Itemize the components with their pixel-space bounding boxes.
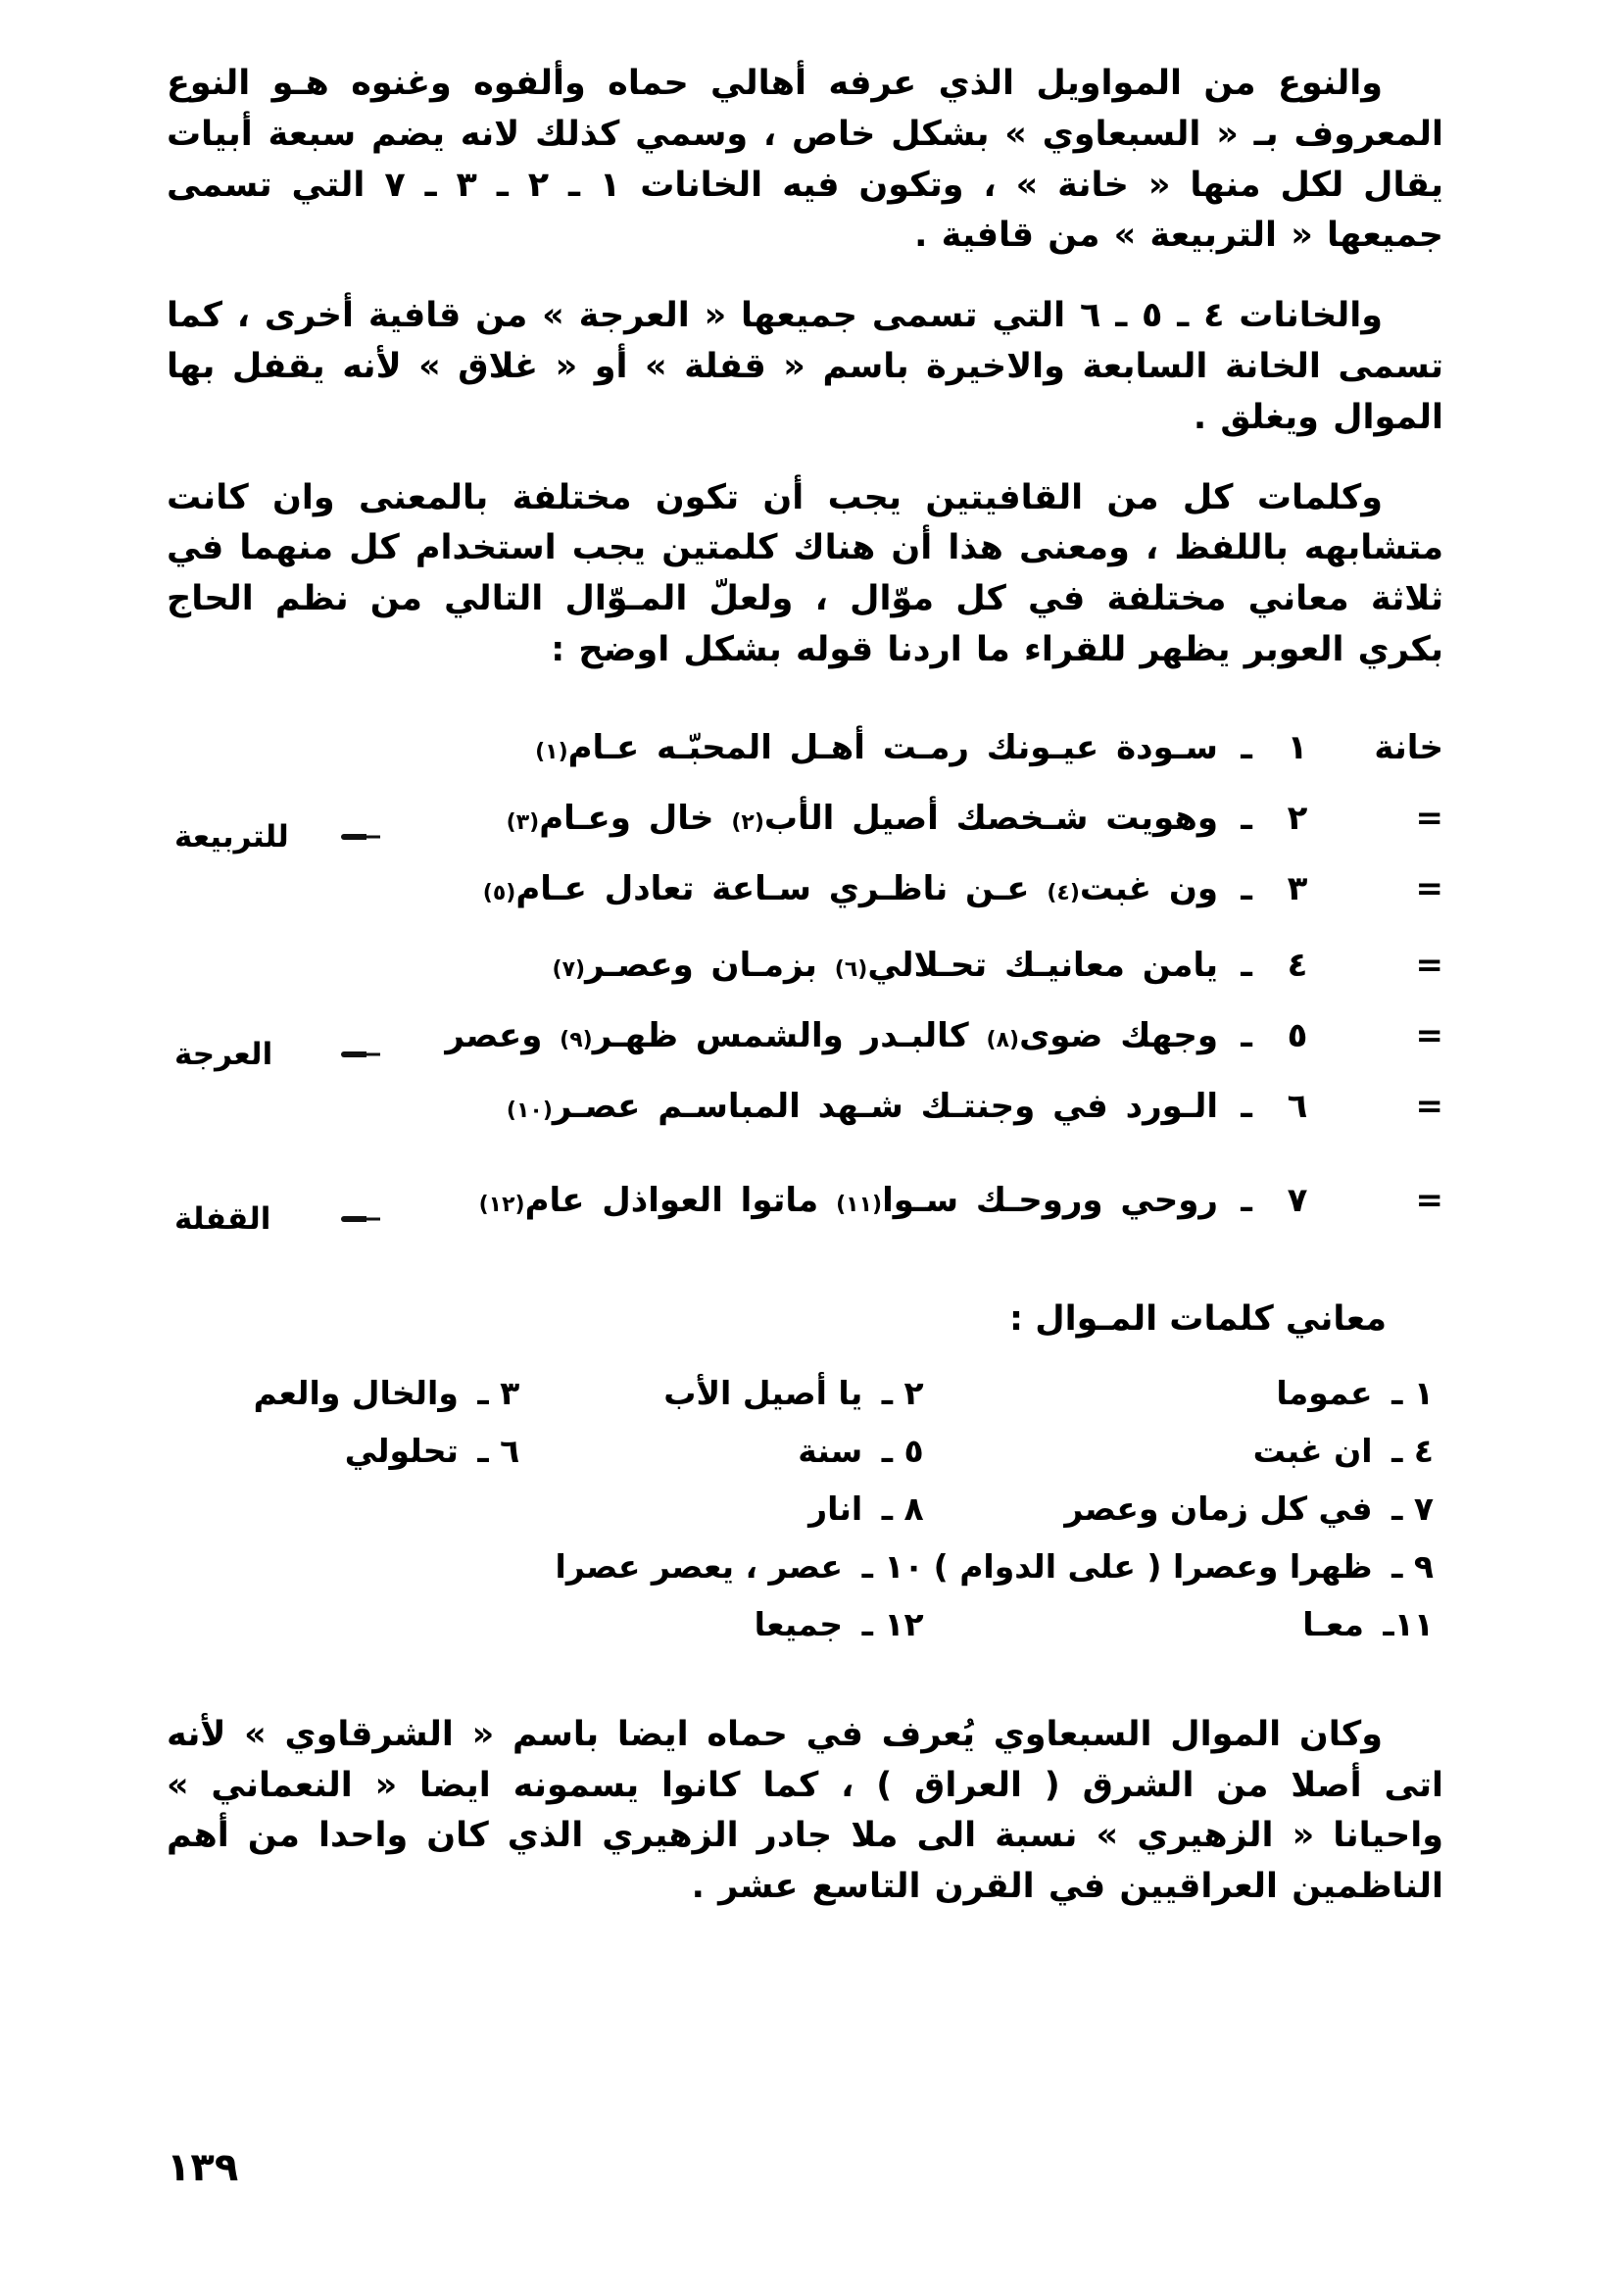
glossary-item-number: ٨ (903, 1489, 924, 1528)
poem-group-tarbia (167, 727, 1443, 943)
poem-line-number: ٤ (1287, 945, 1308, 985)
glossary-cell (934, 1364, 1443, 1422)
poem-group-lines (380, 727, 1443, 943)
poem-group-label: العرجة (174, 1036, 273, 1072)
poem-line-text: وهويت شـخصك أصيل الأب(٢) خال وعـام(٣) (506, 798, 1218, 838)
poem-line-ref: (٣) (506, 809, 540, 835)
glossary-item-number: ١١ـ (1383, 1604, 1434, 1643)
curly-brace-icon (341, 1051, 366, 1057)
poem-line-text: يامن معانيـك تحـلالي(٦) بزمـان وعصـر(٧) (552, 945, 1218, 985)
glossary-item-number: ٣ (500, 1373, 520, 1412)
poem-line-ref: (١٢) (478, 1192, 525, 1217)
glossary-item-dash: ـ (477, 1373, 489, 1412)
glossary-item-value: ظهرا وعصرا ( على الدوام ) (933, 1546, 1373, 1586)
glossary-cell (167, 1364, 529, 1422)
glossary-item-value: انار (808, 1489, 863, 1528)
glossary-item-value: تحلولي (344, 1431, 459, 1470)
glossary-cell (934, 1595, 1443, 1653)
poem-line (380, 798, 1443, 872)
glossary-item-value: يا أصيل الأب (663, 1373, 863, 1412)
poem-line-text: روحي وروحـك سـوا(١١) ماتوا العواذل عام(١٢) (478, 1180, 1218, 1220)
poem-line-ref: (١٠) (506, 1098, 553, 1123)
poem-line-dash: ـ (1241, 945, 1252, 985)
poem-line-ref: (١) (535, 739, 568, 764)
poem-khana-label: خانة (1374, 727, 1443, 767)
glossary-item-number: ٢ (903, 1373, 924, 1412)
glossary-cell (529, 1595, 933, 1653)
poem-group-lines (380, 945, 1443, 1160)
poem-line-number: ٢ (1287, 798, 1308, 838)
glossary-item-dash: ـ (881, 1489, 893, 1528)
poem-line-dash: ـ (1241, 1015, 1252, 1055)
glossary-item-value: سنة (798, 1431, 863, 1470)
poem-line-dash: ـ (1241, 727, 1252, 767)
poem-line-text: الـورد في وجنتـك شـهد المباسـم عصـر(١٠) (506, 1086, 1218, 1126)
poem-line-ref: (٦) (834, 956, 868, 982)
glossary-cell (529, 1480, 933, 1538)
poem-block (167, 727, 1443, 1254)
poem-group-brace-wrap (167, 1184, 380, 1254)
glossary-item-number (519, 1490, 529, 1528)
poem-group-brace-wrap (167, 731, 380, 943)
poem-line-number: ١ (1287, 727, 1308, 767)
poem-line (380, 868, 1443, 943)
glossary-cell (934, 1480, 1443, 1538)
poem-line-dash: ـ (1241, 798, 1252, 838)
poem-line-number: ٦ (1287, 1086, 1308, 1126)
glossary-cell (934, 1422, 1443, 1480)
poem-line-number: ٣ (1287, 868, 1308, 908)
glossary-item-number: ٦ (500, 1431, 520, 1470)
glossary-title: معاني كلمات المـوال : (1009, 1298, 1387, 1339)
curly-brace-icon (341, 834, 366, 840)
glossary-item-dash: ـ (1391, 1546, 1403, 1586)
glossary-item-dash: ـ (1391, 1489, 1403, 1528)
poem-line-ref: (٧) (552, 956, 586, 982)
glossary-cell (167, 1480, 529, 1538)
poem-line-text: وجهك ضوى(٨) كالبـدر والشمس ظهـر(٩) وعصر (445, 1015, 1218, 1055)
poem-khana-label: = (1415, 1086, 1443, 1126)
poem-line-dash: ـ (1241, 1180, 1252, 1220)
poem-line-ref: (٨) (986, 1027, 1020, 1052)
poem-line (380, 1180, 1443, 1254)
glossary-item-number: ٩ (1413, 1546, 1434, 1586)
page-content (167, 59, 1443, 1942)
poem-line (380, 945, 1443, 1019)
glossary-item-dash: ـ (861, 1546, 873, 1586)
poem-line-ref: (٩) (560, 1027, 593, 1052)
poem-line-text: ون غبت(٤) عـن ناظـري سـاعة تعادل عـام(٥) (482, 868, 1218, 908)
glossary-item-number: ٥ (903, 1431, 924, 1470)
poem-khana-label: = (1415, 945, 1443, 985)
glossary-item-value: ان غبت (1252, 1431, 1373, 1470)
poem-line (380, 727, 1443, 802)
glossary-item-number: ٤ (1413, 1431, 1434, 1470)
curly-brace-icon (341, 1216, 366, 1222)
poem-line (380, 1086, 1443, 1160)
glossary-item-number: ١٠ (884, 1546, 924, 1586)
glossary-cell (529, 1364, 933, 1422)
glossary-item-dash: ـ (881, 1431, 893, 1470)
paragraph-2: والخانات ٤ ـ ٥ ـ ٦ التي تسمى جميعها « العرجة » من قافية أخرى ، كما تسمى الخانة السابعة والاخيرة باسم « قفلة » أو « غلاق » لأنه يقفل بها الموال ويغلق . (167, 296, 1443, 437)
poem-group-qufla (167, 1180, 1443, 1254)
poem-line-ref: (٢) (731, 809, 764, 835)
poem-line-number: ٧ (1287, 1180, 1308, 1220)
poem-group-label: القفلة (174, 1200, 271, 1237)
glossary-item-number: ١٢ (884, 1604, 924, 1643)
table-row (167, 1364, 1443, 1422)
glossary-item-dash: ـ (1391, 1431, 1403, 1470)
glossary-cell (167, 1422, 529, 1480)
glossary-item-value: والخال والعم (253, 1373, 459, 1412)
poem-group-label: للتربيعة (174, 818, 289, 855)
poem-line-ref: (٤) (1047, 880, 1080, 905)
poem-group-arja (167, 945, 1443, 1160)
poem-line-ref: (٥) (482, 880, 516, 905)
glossary-cell (167, 1538, 529, 1595)
glossary-table (167, 1364, 1443, 1653)
glossary-item-number (519, 1547, 529, 1586)
table-row (167, 1480, 1443, 1538)
glossary-item-number: ٧ (1413, 1489, 1434, 1528)
glossary-item-value: معـا (1302, 1604, 1364, 1643)
poem-line-dash: ـ (1241, 1086, 1252, 1126)
poem-line-ref: (١١) (836, 1192, 883, 1217)
paragraph-1: والنوع من المواويل الذي عرفه أهالي حماه وألفوه وغنوه هـو النوع المعروف بـ « السبعاوي » بشكل خاص ، وسمي كذلك لانه يضم سبعة أبيات يقال لكل منها « خانة » ، وتكون فيه الخانات ١ ـ ٢ ـ ٣ ـ ٧ التي تسمى جميعها « التربيعة » من قافية . (167, 64, 1443, 256)
poem-line (380, 1015, 1443, 1090)
poem-khana-label: = (1415, 1180, 1443, 1220)
poem-line-dash: ـ (1241, 868, 1252, 908)
paragraph-4: وكان الموال السبعاوي يُعرف في حماه ايضا باسم « الشرقاوي » لأنه اتى أصلا من الشرق ( العراق ) ، كما كانوا يسمونه ايضا « النعماني » واحيانا « الزهيري » نسبة الى ملا جادر الزهيري الذي كان واحدا من أهم الناظمين العراقيين في القرن التاسع عشر . (167, 1714, 1443, 1907)
poem-line-number: ٥ (1287, 1015, 1308, 1055)
glossary-item-dash: ـ (881, 1373, 893, 1412)
poem-line-text: سـودة عيـونك رمـت أهـل المحبّـه عـام(١) (535, 727, 1218, 767)
poem-group-brace-wrap (167, 949, 380, 1160)
poem-khana-label: = (1415, 868, 1443, 908)
glossary-item-dash: ـ (477, 1431, 489, 1470)
glossary-cell (529, 1422, 933, 1480)
glossary-item-number (519, 1605, 529, 1643)
glossary-item-dash: ـ (861, 1604, 873, 1643)
glossary-item-value: في كل زمان وعصر (1064, 1489, 1373, 1528)
poem-khana-label: = (1415, 1015, 1443, 1055)
glossary-item-value: عصر ، يعصر عصرا (555, 1546, 844, 1586)
glossary-item-dash: ـ (1391, 1373, 1403, 1412)
glossary-item-value: عموما (1276, 1373, 1373, 1412)
table-row (167, 1538, 1443, 1595)
paragraph-3: وكلمات كل من القافيتين يجب أن تكون مختلفة بالمعنى وان كانت متشابهه باللفظ ، ومعنى هذا أن هناك كلمتين يجب استخدام كل منهما في ثلاثة معاني مختلفة في كل موّال ، ولعلّ المـوّال التالي من نظم الحاج بكري العوبر يظهر للقراء ما اردنا قوله بشكل اوضح : (167, 477, 1443, 669)
glossary-item-number: ١ (1413, 1373, 1434, 1412)
glossary-cell (167, 1595, 529, 1653)
table-row (167, 1595, 1443, 1653)
glossary-item-value: جميعا (754, 1604, 844, 1643)
glossary-cell (529, 1538, 933, 1595)
page-number: ١٣٩ (167, 2145, 239, 2190)
poem-khana-label: = (1415, 798, 1443, 838)
glossary-cell (934, 1538, 1443, 1595)
table-row (167, 1422, 1443, 1480)
poem-group-lines (380, 1180, 1443, 1254)
